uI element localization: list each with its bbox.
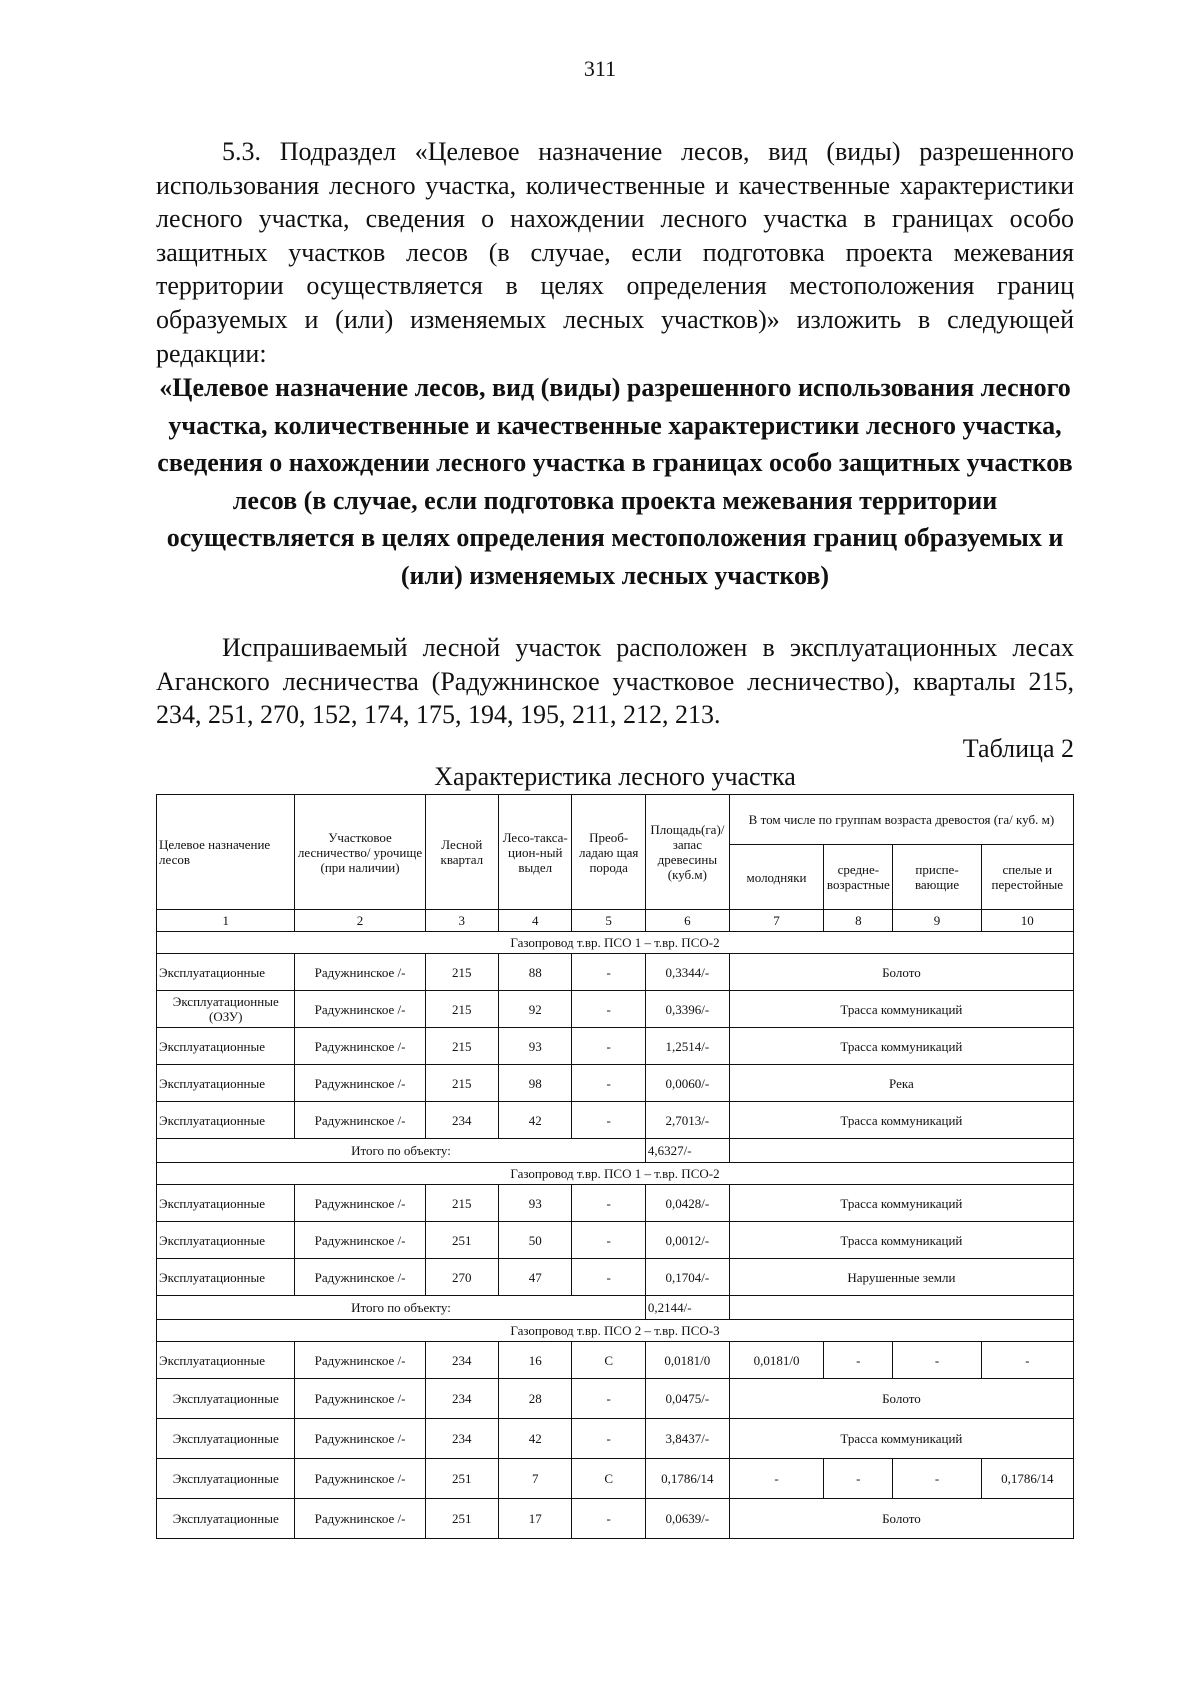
header-mature: спелые и перестойные bbox=[981, 845, 1073, 910]
header-purpose: Целевое назначение лесов bbox=[157, 795, 295, 910]
section-title: Газопровод т.вр. ПСО 2 – т.вр. ПСО-3 bbox=[157, 1320, 1074, 1342]
cell-area: 3,8437/- bbox=[645, 1419, 729, 1459]
cell-purpose: Эксплуатационные (ОЗУ) bbox=[157, 991, 295, 1028]
header-row bbox=[157, 795, 1074, 845]
cell-area: 0,3396/- bbox=[645, 991, 729, 1028]
cell-forestry: Радужнинское /- bbox=[295, 1419, 425, 1459]
cell-quarter: 215 bbox=[425, 991, 498, 1028]
cell-maturing: - bbox=[893, 1459, 981, 1499]
cell-note: Болото bbox=[729, 954, 1073, 991]
section-title: Газопровод т.вр. ПСО 1 – т.вр. ПСО-2 bbox=[157, 932, 1074, 954]
cell-compartment: 98 bbox=[499, 1065, 572, 1102]
total-empty bbox=[729, 1296, 1073, 1320]
cell-note: Трасса коммуникаций bbox=[729, 1185, 1073, 1222]
column-number: 4 bbox=[499, 910, 572, 932]
cell-forestry: Радужнинское /- bbox=[295, 1028, 425, 1065]
header-quarter: Лесной квартал bbox=[425, 795, 498, 910]
cell-forestry: Радужнинское /- bbox=[295, 1102, 425, 1139]
section-title: Газопровод т.вр. ПСО 1 – т.вр. ПСО-2 bbox=[157, 1163, 1074, 1185]
section-title-row bbox=[157, 932, 1074, 954]
header-maturing: приспе-вающие bbox=[893, 845, 981, 910]
cell-purpose: Эксплуатационные bbox=[157, 1102, 295, 1139]
section-title-row bbox=[157, 1320, 1074, 1342]
cell-purpose: Эксплуатационные bbox=[157, 1065, 295, 1102]
table-row bbox=[157, 1222, 1074, 1259]
cell-area: 0,0428/- bbox=[645, 1185, 729, 1222]
cell-species: - bbox=[572, 1065, 645, 1102]
cell-note: Трасса коммуникаций bbox=[729, 1028, 1073, 1065]
cell-compartment: 88 bbox=[499, 954, 572, 991]
header-species: Преоб-ладаю щая порода bbox=[572, 795, 645, 910]
cell-purpose: Эксплуатационные bbox=[157, 1222, 295, 1259]
total-label: Итого по объекту: bbox=[157, 1139, 646, 1163]
cell-quarter: 234 bbox=[425, 1379, 498, 1419]
total-value: 0,2144/- bbox=[645, 1296, 729, 1320]
table-row bbox=[157, 991, 1074, 1028]
table-row bbox=[157, 1499, 1074, 1539]
cell-mature: - bbox=[981, 1342, 1073, 1379]
table-row bbox=[157, 1459, 1074, 1499]
cell-species: - bbox=[572, 1419, 645, 1459]
column-number: 3 bbox=[425, 910, 498, 932]
cell-compartment: 93 bbox=[499, 1028, 572, 1065]
cell-compartment: 92 bbox=[499, 991, 572, 1028]
cell-purpose: Эксплуатационные bbox=[157, 1259, 295, 1296]
cell-quarter: 215 bbox=[425, 954, 498, 991]
header-forestry: Участковое лесничество/ урочище (при наличии) bbox=[295, 795, 425, 910]
paragraph-intro: 5.3. Подраздел «Целевое назначение лесов, вид (виды) разрешенного использования лесного участка, количественные и качественные характеристики лесного участка, сведения о нахождении лесного участка в границах особо защитных участков лесов (в случае, если подготовка проекта межевания территории осуществляется в целях определения местоположения границ образуемых и (или) изменяемых лесных участков)» изложить в следующей редакции: bbox=[156, 137, 1074, 368]
header-young: молодняки bbox=[729, 845, 823, 910]
table-row bbox=[157, 1028, 1074, 1065]
cell-species: - bbox=[572, 1028, 645, 1065]
cell-quarter: 215 bbox=[425, 1028, 498, 1065]
column-number: 1 bbox=[157, 910, 295, 932]
cell-forestry: Радужнинское /- bbox=[295, 954, 425, 991]
cell-compartment: 42 bbox=[499, 1102, 572, 1139]
page-number: 311 bbox=[583, 56, 617, 81]
cell-purpose: Эксплуатационные bbox=[157, 1028, 295, 1065]
total-empty bbox=[729, 1139, 1073, 1163]
cell-area: 0,0475/- bbox=[645, 1379, 729, 1419]
cell-forestry: Радужнинское /- bbox=[295, 1459, 425, 1499]
cell-area: 1,2514/- bbox=[645, 1028, 729, 1065]
cell-area: 0,1786/14 bbox=[645, 1459, 729, 1499]
cell-purpose: Эксплуатационные bbox=[157, 1185, 295, 1222]
cell-middle: - bbox=[824, 1459, 893, 1499]
cell-quarter: 251 bbox=[425, 1222, 498, 1259]
header-middle: средне-возрастные bbox=[824, 845, 893, 910]
cell-species: - bbox=[572, 1102, 645, 1139]
table-row bbox=[157, 1419, 1074, 1459]
cell-quarter: 215 bbox=[425, 1065, 498, 1102]
cell-species: С bbox=[572, 1459, 645, 1499]
cell-area: 0,0060/- bbox=[645, 1065, 729, 1102]
cell-forestry: Радужнинское /- bbox=[295, 1185, 425, 1222]
cell-compartment: 28 bbox=[499, 1379, 572, 1419]
cell-quarter: 234 bbox=[425, 1419, 498, 1459]
table-label: Таблица 2 bbox=[962, 734, 1074, 763]
column-number: 10 bbox=[981, 910, 1073, 932]
cell-compartment: 50 bbox=[499, 1222, 572, 1259]
cell-compartment: 17 bbox=[499, 1499, 572, 1539]
cell-area: 0,0639/- bbox=[645, 1499, 729, 1539]
cell-compartment: 42 bbox=[499, 1419, 572, 1459]
table-row bbox=[157, 1342, 1074, 1379]
cell-note: Болото bbox=[729, 1499, 1073, 1539]
cell-young: 0,0181/0 bbox=[729, 1342, 823, 1379]
cell-species: С bbox=[572, 1342, 645, 1379]
column-number: 2 bbox=[295, 910, 425, 932]
forest-characteristics-table bbox=[156, 794, 1074, 1539]
cell-area: 0,0181/0 bbox=[645, 1342, 729, 1379]
header-age-groups: В том числе по группам возраста древостоя (га/ куб. м) bbox=[729, 795, 1073, 845]
cell-area: 0,0012/- bbox=[645, 1222, 729, 1259]
cell-forestry: Радужнинское /- bbox=[295, 1342, 425, 1379]
cell-note: Нарушенные земли bbox=[729, 1259, 1073, 1296]
table-row bbox=[157, 954, 1074, 991]
cell-compartment: 16 bbox=[499, 1342, 572, 1379]
cell-middle: - bbox=[824, 1342, 893, 1379]
cell-species: - bbox=[572, 1499, 645, 1539]
cell-purpose: Эксплуатационные bbox=[157, 954, 295, 991]
cell-compartment: 93 bbox=[499, 1185, 572, 1222]
cell-note: Трасса коммуникаций bbox=[729, 991, 1073, 1028]
cell-quarter: 234 bbox=[425, 1342, 498, 1379]
column-number-row bbox=[157, 910, 1074, 932]
cell-note: Трасса коммуникаций bbox=[729, 1102, 1073, 1139]
cell-species: - bbox=[572, 991, 645, 1028]
cell-forestry: Радужнинское /- bbox=[295, 1065, 425, 1102]
cell-species: - bbox=[572, 954, 645, 991]
cell-compartment: 7 bbox=[499, 1459, 572, 1499]
cell-area: 0,3344/- bbox=[645, 954, 729, 991]
cell-quarter: 234 bbox=[425, 1102, 498, 1139]
column-number: 6 bbox=[645, 910, 729, 932]
total-value: 4,6327/- bbox=[645, 1139, 729, 1163]
cell-quarter: 251 bbox=[425, 1459, 498, 1499]
section-title-row bbox=[157, 1163, 1074, 1185]
column-number: 8 bbox=[824, 910, 893, 932]
cell-young: - bbox=[729, 1459, 823, 1499]
total-row bbox=[157, 1139, 1074, 1163]
cell-purpose: Эксплуатационные bbox=[157, 1379, 295, 1419]
cell-forestry: Радужнинское /- bbox=[295, 1259, 425, 1296]
cell-purpose: Эксплуатационные bbox=[157, 1499, 295, 1539]
table-row bbox=[157, 1379, 1074, 1419]
column-number: 9 bbox=[893, 910, 981, 932]
cell-quarter: 270 bbox=[425, 1259, 498, 1296]
cell-mature: 0,1786/14 bbox=[981, 1459, 1073, 1499]
total-label: Итого по объекту: bbox=[157, 1296, 646, 1320]
cell-note: Трасса коммуникаций bbox=[729, 1419, 1073, 1459]
cell-species: - bbox=[572, 1222, 645, 1259]
cell-purpose: Эксплуатационные bbox=[157, 1342, 295, 1379]
section-heading: «Целевое назначение лесов, вид (виды) разрешенного использования лесного участка, количественные и качественные характеристики лесного участка, сведения о нахождении лесного участка в границах особо защитных участков лесов (в случае, если подготовка проекта межевания территории осуществляется в целях определения местоположения границ образуемых и (или) изменяемых лесных участков) bbox=[157, 373, 1073, 590]
column-number: 7 bbox=[729, 910, 823, 932]
paragraph-location: Испрашиваемый лесной участок расположен в эксплуатационных лесах Аганского лесничества (Радужнинское участковое лесничество), кварталы 215, 234, 251, 270, 152, 174, 175, 194, 195, 211, 212, 213. bbox=[156, 633, 1074, 730]
cell-note: Трасса коммуникаций bbox=[729, 1222, 1073, 1259]
cell-note: Река bbox=[729, 1065, 1073, 1102]
header-area: Площадь(га)/ запас древесины (куб.м) bbox=[645, 795, 729, 910]
cell-forestry: Радужнинское /- bbox=[295, 1379, 425, 1419]
cell-maturing: - bbox=[893, 1342, 981, 1379]
table-row bbox=[157, 1185, 1074, 1222]
column-number: 5 bbox=[572, 910, 645, 932]
cell-purpose: Эксплуатационные bbox=[157, 1419, 295, 1459]
cell-species: - bbox=[572, 1379, 645, 1419]
cell-forestry: Радужнинское /- bbox=[295, 1222, 425, 1259]
cell-area: 0,1704/- bbox=[645, 1259, 729, 1296]
cell-species: - bbox=[572, 1259, 645, 1296]
table-row bbox=[157, 1102, 1074, 1139]
table-row bbox=[157, 1065, 1074, 1102]
cell-quarter: 215 bbox=[425, 1185, 498, 1222]
total-row bbox=[157, 1296, 1074, 1320]
cell-forestry: Радужнинское /- bbox=[295, 991, 425, 1028]
cell-note: Болото bbox=[729, 1379, 1073, 1419]
cell-species: - bbox=[572, 1185, 645, 1222]
cell-quarter: 251 bbox=[425, 1499, 498, 1539]
table-caption: Характеристика лесного участка bbox=[434, 762, 796, 791]
cell-compartment: 47 bbox=[499, 1259, 572, 1296]
table-row bbox=[157, 1259, 1074, 1296]
cell-area: 2,7013/- bbox=[645, 1102, 729, 1139]
header-compartment: Лесо-такса-цион-ный выдел bbox=[499, 795, 572, 910]
cell-forestry: Радужнинское /- bbox=[295, 1499, 425, 1539]
cell-purpose: Эксплуатационные bbox=[157, 1459, 295, 1499]
